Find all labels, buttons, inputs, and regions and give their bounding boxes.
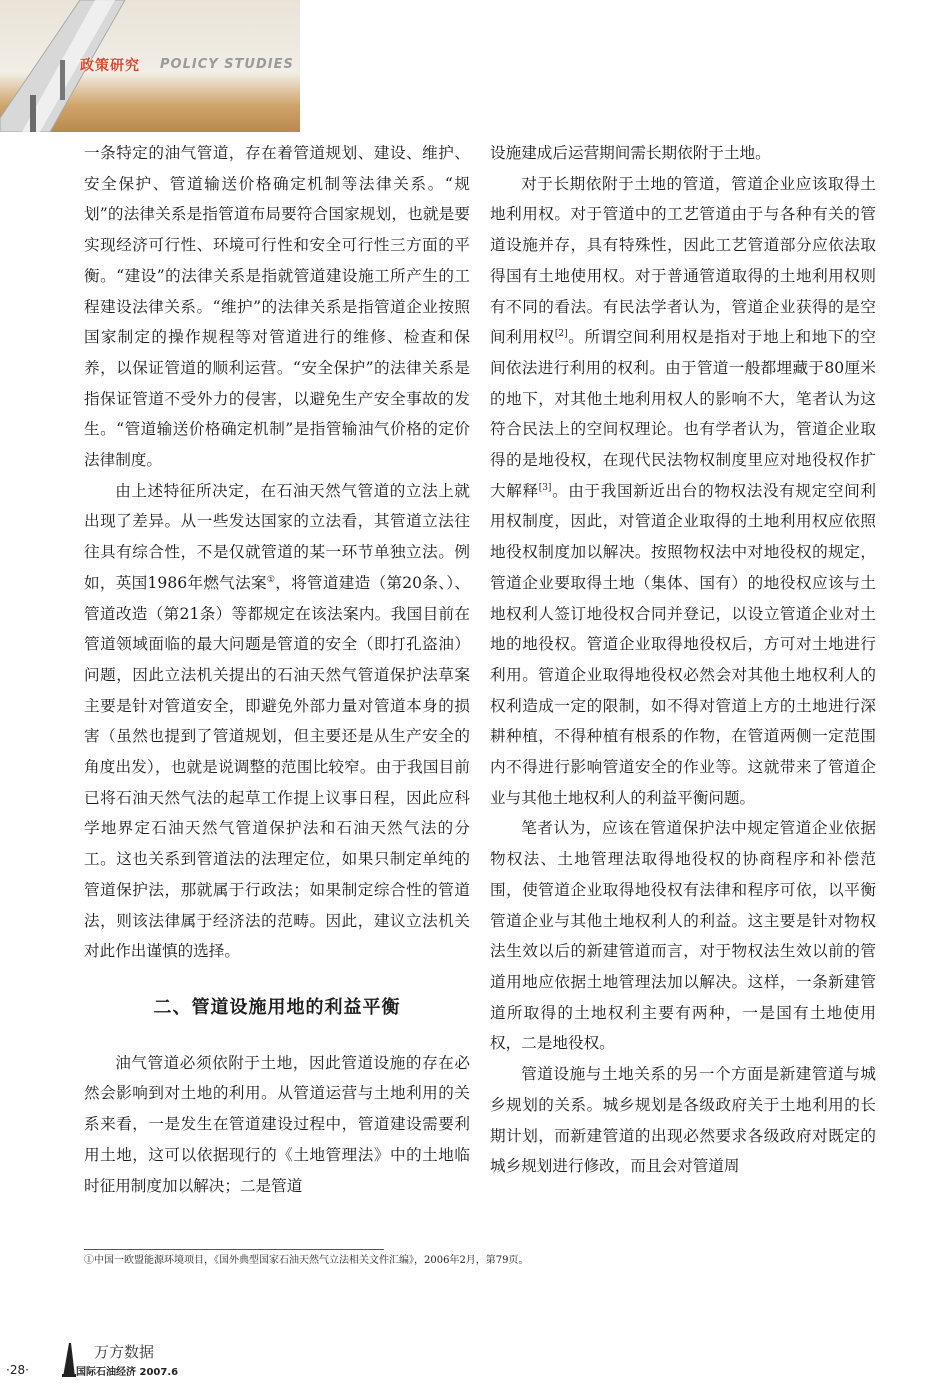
section-title-cn: 政策研究 bbox=[80, 58, 140, 74]
journal-name: 国际石油经济 2007.6 bbox=[76, 1367, 179, 1378]
paragraph bbox=[84, 476, 470, 967]
right-column bbox=[490, 138, 876, 1182]
paragraph-text: 。由于我国新近出台的物权法没有规定空间利用权制度，因此，对管道企业取得的土地利用权应依照地役权制度加以解决。按照物权法中对地役权的规定，管道企业要取得土地（集体、国有）的地役权应该与土地权利人签订地役权合同并登记，以设立管道企业对土地的地役权。管道企业取得地役权后，方可对土地进行利用。管道企业取得地役权必然会对其他土地权利人的权利造成一定的限制，如不得对管道上方的土地进行深耕种植，不得种植有根系的作物，在管道两侧一定范围内不得进行影响管道安全的作业等。这就带来了管道企业与其他土地权利人的利益平衡问题。 bbox=[490, 481, 876, 807]
watermark-text: 万方数据 bbox=[94, 1343, 155, 1361]
footnote-marker: ① bbox=[266, 574, 276, 585]
header-banner bbox=[0, 0, 950, 132]
footnote-divider bbox=[84, 1249, 384, 1250]
footnote: ①中国一欧盟能源环境项目，《国外典型国家石油天然气立法相关文件汇编》，2006年2月，第79页。 bbox=[84, 1255, 529, 1266]
left-column bbox=[84, 138, 470, 1201]
paragraph-text: 。所谓空间利用权是指对于地上和地下的空间依法进行利用的权利。由于管道一般都埋藏于80厘米的地下，对其他土地利用权人的影响不大，笔者认为这符合民法上的空间权理论。也有学者认为，管道企业取得的是地役权，在现代民法物权制度里应对地役权作扩大解释 bbox=[490, 328, 876, 500]
paragraph: 设施建成后运营期间需长期依附于土地。 bbox=[490, 144, 771, 162]
paragraph: 油气管道必须依附于土地，因此管道设施的存在必然会影响到对土地的利用。从管道运营与土地利用的关系来看，一是发生在管道建设过程中，管道建设需要利用土地，这可以依据现行的《土地管理法》中的土地临时征用制度加以解决；二是管道 bbox=[84, 1053, 470, 1195]
section-heading: 二、管道设施用地的利益平衡 bbox=[153, 996, 401, 1018]
page-number: ·28· bbox=[6, 1363, 29, 1377]
oil-derrick-icon bbox=[62, 1343, 76, 1377]
citation-marker: [3] bbox=[538, 482, 552, 493]
paragraph: 笔者认为，应该在管道保护法中规定管道企业依据物权法、土地管理法取得地役权的协商程序和补偿范围，使管道企业取得地役权有法律和程序可依，以平衡管道企业与其他土地权利人的利益。这主要是针对物权法生效以后的新建管道而言，对于物权法生效以前的管道用地应依据土地管理法加以解决。这样，一条新建管道所取得的土地权利主要有两种，一是国有土地使用权，二是地役权。 bbox=[490, 819, 876, 1053]
paragraph-text: 由上述特征所决定，在石油天然气管道的立法上就出现了差异。从一些发达国家的立法看，其管道立法往往具有综合性，不是仅就管道的某一环节单独立法。例如，英国1986年燃气法案 bbox=[84, 481, 470, 592]
section-title-en: POLICY STUDIES bbox=[160, 57, 294, 72]
paragraph-text: ，将管道建造（第20条、）、管道改造（第21条）等都规定在该法案内。我国目前在管道领域面临的最大问题是管道的安全（即打孔盗油）问题，因此立法机关提出的石油天然气管道保护法草案主要是针对管道安全，即避免外部力量对管道本身的损害（虽然也提到了管道规划，但主要还是从生产安全的角度出发），也就是说调整的范围比较窄。由于我国目前已将石油天然气法的起草工作提上议事日程，因此应科学地界定石油天然气管道保护法和石油天然气法的分工。这也关系到管道法的法理定位，如果只制定单纯的管道保护法，那就属于行政法；如果制定综合性的管道法，则该法律属于经济法的范畴。因此，建议立法机关对此作出谨慎的选择。 bbox=[84, 573, 471, 961]
paragraph: 管道设施与土地关系的另一个方面是新建管道与城乡规划的关系。城乡规划是各级政府关于土地利用的长期计划，而新建管道的出现必然要求各级政府对既定的城乡规划进行修改，而且会对管道周 bbox=[490, 1065, 876, 1176]
paragraph bbox=[490, 169, 876, 814]
citation-marker: [2] bbox=[554, 329, 568, 340]
paragraph: 一条特定的油气管道，存在着管道规划、建设、维护、安全保护、管道输送价格确定机制等法律关系。“规划”的法律关系是指管道布局要符合国家规划，也就是要实现经济可行性、环境可行性和安全可行性三方面的平衡。“建设”的法律关系是指就管道建设施工所产生的工程建设法律关系。“维护”的法律关系是指管道企业按照国家制定的操作规程等对管道进行的维修、检查和保养，以保证管道的顺利运营。“安全保护”的法律关系是指保证管道不受外力的侵害，以避免生产安全事故的发生。“管道输送价格确定机制”是指管输油气价格的定价法律制度。 bbox=[84, 144, 470, 470]
page-footer bbox=[0, 1335, 300, 1385]
paragraph-text: 对于长期依附于土地的管道，管道企业应该取得土地利用权。对于管道中的工艺管道由于与各种有关的管道设施并存，具有特殊性，因此工艺管道部分应依法取得国有土地使用权。对于普通管道取得的土地利用权则有不同的看法。有民法学者认为，管道企业获得的是空间利用权 bbox=[490, 174, 876, 347]
